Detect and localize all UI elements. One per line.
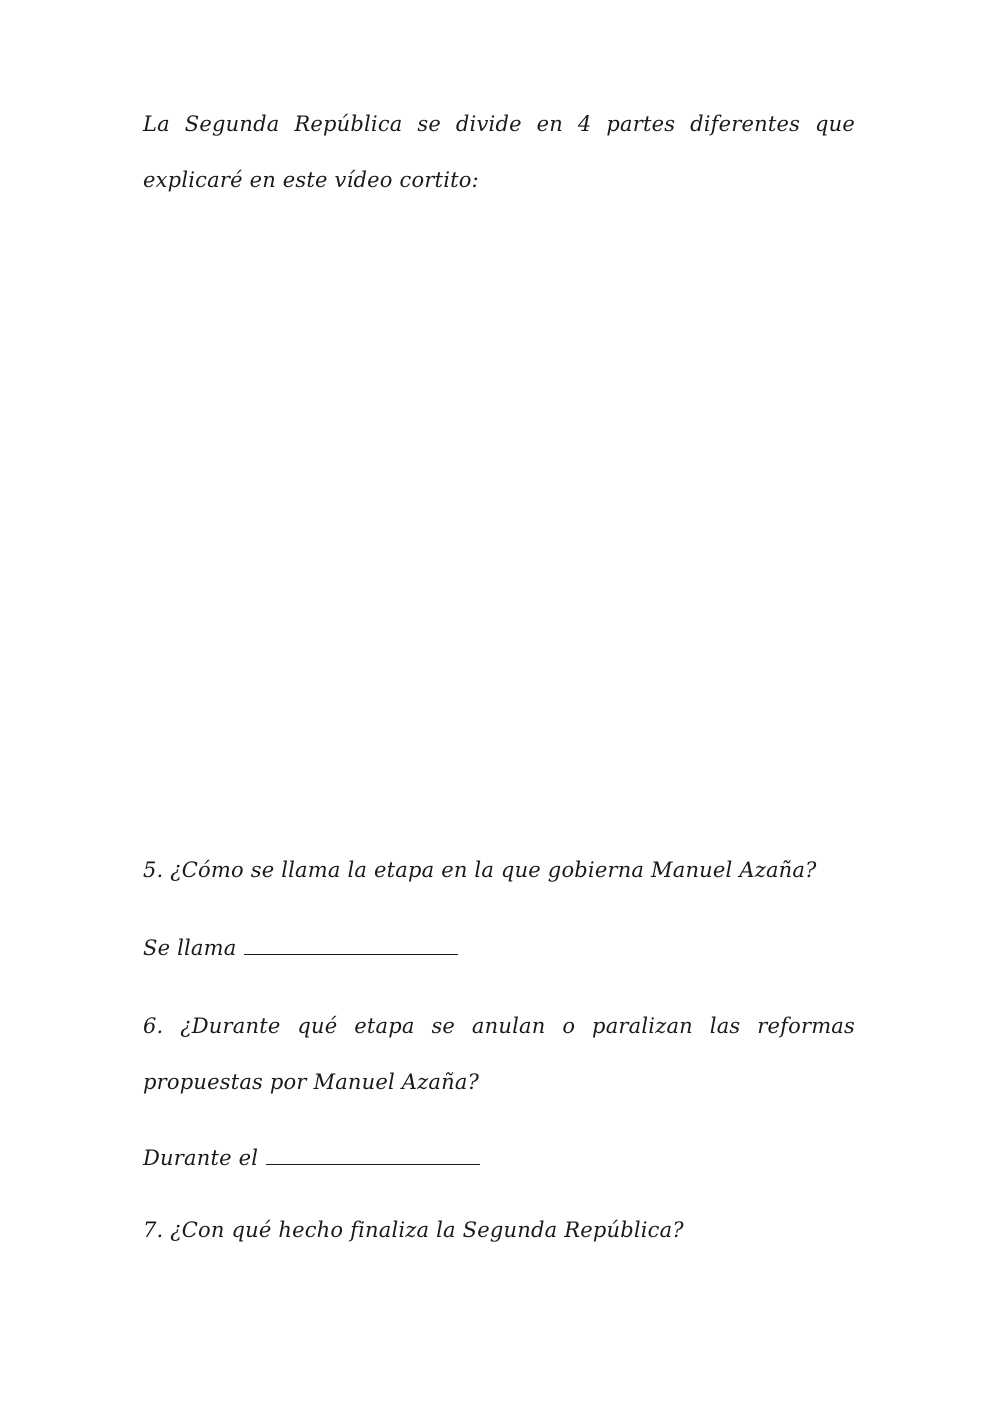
answer-7-field[interactable] — [143, 1270, 855, 1326]
intro-paragraph: La Segunda República se divide en 4 partes diferentes que explicaré en este vídeo cortito: — [143, 112, 855, 192]
answer-6-line — [143, 1130, 855, 1186]
answer-5-blank[interactable] — [244, 936, 458, 955]
answer-6-blank[interactable] — [266, 1146, 480, 1165]
question-5: 5. ¿Cómo se llama la etapa en la que gobierna Manuel Azaña? — [143, 858, 817, 882]
video-embed-area[interactable] — [143, 230, 855, 810]
question-7: 7. ¿Con qué hecho finaliza la Segunda República? — [143, 1218, 684, 1242]
answer-6-prefix: Durante el — [143, 1146, 259, 1170]
question-6: 6. ¿Durante qué etapa se anulan o paralizan las reformas propuestas por Manuel Azaña? — [143, 1014, 855, 1094]
answer-5-line — [143, 920, 855, 976]
answer-5-prefix: Se llama — [143, 936, 237, 960]
